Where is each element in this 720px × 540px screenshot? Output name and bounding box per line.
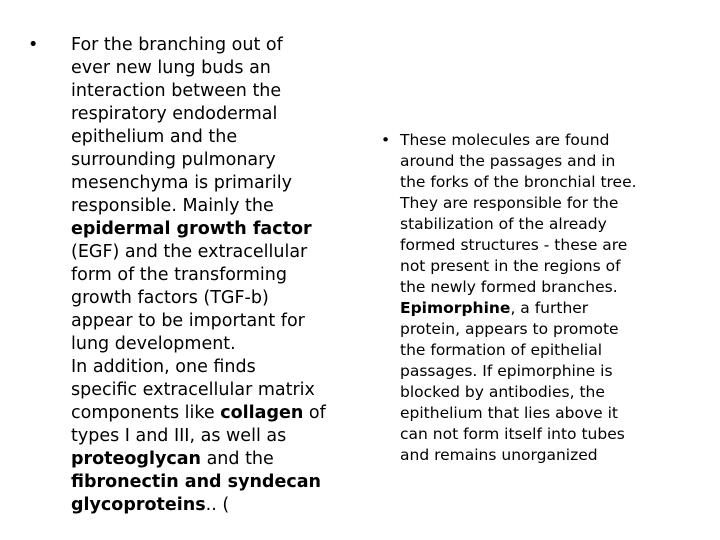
text-line <box>400 277 701 298</box>
text-segment: specific extracellular matrix <box>71 380 315 400</box>
text-line <box>400 319 701 340</box>
bold-term: fibronectin and syndecan <box>71 472 321 492</box>
text-segment: blocked by antibodies, the <box>400 383 605 401</box>
text-line <box>71 471 358 494</box>
left-column <box>28 34 358 517</box>
text-segment: around the passages and in <box>400 152 616 170</box>
text-segment: the forks of the bronchial tree. <box>400 173 637 191</box>
text-line <box>400 256 701 277</box>
text-segment: can not form itself into tubes <box>400 425 625 443</box>
text-segment: and the <box>201 449 274 469</box>
text-line <box>400 445 701 466</box>
text-line <box>71 80 358 103</box>
left-bullet-item <box>28 34 358 517</box>
text-segment: stabilization of the already <box>400 215 607 233</box>
text-segment: of <box>303 403 326 423</box>
text-line <box>400 424 701 445</box>
bullet-dot-icon: • <box>28 35 39 55</box>
text-line <box>71 57 358 80</box>
text-segment: These molecules are found <box>400 131 610 149</box>
bold-term: collagen <box>220 403 304 423</box>
text-segment: passages. If epimorphine is <box>400 362 613 380</box>
text-segment: epithelium and the <box>71 127 238 147</box>
text-segment: components like <box>71 403 221 423</box>
text-segment: For the branching out of <box>71 35 283 55</box>
text-segment: epithelium that lies above it <box>400 404 618 422</box>
right-column <box>381 130 701 466</box>
text-segment: and remains unorganized <box>400 446 598 464</box>
text-line <box>71 264 358 287</box>
right-bullet-item <box>381 130 701 466</box>
text-segment: ever new lung buds an <box>71 58 271 78</box>
text-line <box>71 425 358 448</box>
text-segment: surrounding pulmonary <box>71 150 276 170</box>
text-line <box>400 235 701 256</box>
bullet-dot-icon: • <box>381 131 391 149</box>
text-line <box>71 333 358 356</box>
text-line <box>400 214 701 235</box>
text-line <box>400 193 701 214</box>
text-line <box>71 402 358 425</box>
text-segment: .. ( <box>205 495 230 515</box>
right-bullet-text <box>400 130 701 466</box>
bold-term: Epimorphine <box>400 299 511 317</box>
text-segment: appear to be important for <box>71 311 305 331</box>
text-segment: the newly formed branches. <box>400 278 618 296</box>
text-line <box>71 310 358 333</box>
left-bullet-text <box>71 34 358 517</box>
text-line <box>71 448 358 471</box>
text-line <box>71 494 358 517</box>
text-segment: protein, appears to promote <box>400 320 619 338</box>
text-line <box>400 172 701 193</box>
text-segment: lung development. <box>71 334 236 354</box>
text-line <box>400 151 701 172</box>
bold-term: epidermal growth factor <box>71 219 312 239</box>
text-segment: form of the transforming <box>71 265 287 285</box>
text-line <box>71 195 358 218</box>
text-segment: formed structures - these are <box>400 236 628 254</box>
text-segment: the formation of epithelial <box>400 341 603 359</box>
text-line <box>71 34 358 57</box>
text-segment: growth factors (TGF-b) <box>71 288 269 308</box>
text-segment: interaction between the <box>71 81 282 101</box>
text-line <box>400 382 701 403</box>
text-segment: , a further <box>510 299 589 317</box>
bold-term: glycoproteins <box>71 495 206 515</box>
text-segment: (EGF) and the extracellular <box>71 242 308 262</box>
text-line <box>400 403 701 424</box>
text-line <box>400 361 701 382</box>
text-segment: In addition, one finds <box>71 357 256 377</box>
text-line <box>71 287 358 310</box>
text-line <box>400 130 701 151</box>
text-segment: mesenchyma is primarily <box>71 173 292 193</box>
text-segment: types I and III, as well as <box>71 426 287 446</box>
text-line <box>71 172 358 195</box>
text-line <box>71 218 358 241</box>
text-segment: They are responsible for the <box>400 194 619 212</box>
text-line <box>71 379 358 402</box>
text-line <box>71 126 358 149</box>
text-line <box>71 149 358 172</box>
text-line <box>400 298 701 319</box>
text-line <box>71 241 358 264</box>
bold-term: proteoglycan <box>71 449 202 469</box>
text-segment: respiratory endodermal <box>71 104 278 124</box>
text-line <box>400 340 701 361</box>
text-segment: not present in the regions of <box>400 257 621 275</box>
text-line <box>71 356 358 379</box>
text-segment: responsible. Mainly the <box>71 196 274 216</box>
text-line <box>71 103 358 126</box>
